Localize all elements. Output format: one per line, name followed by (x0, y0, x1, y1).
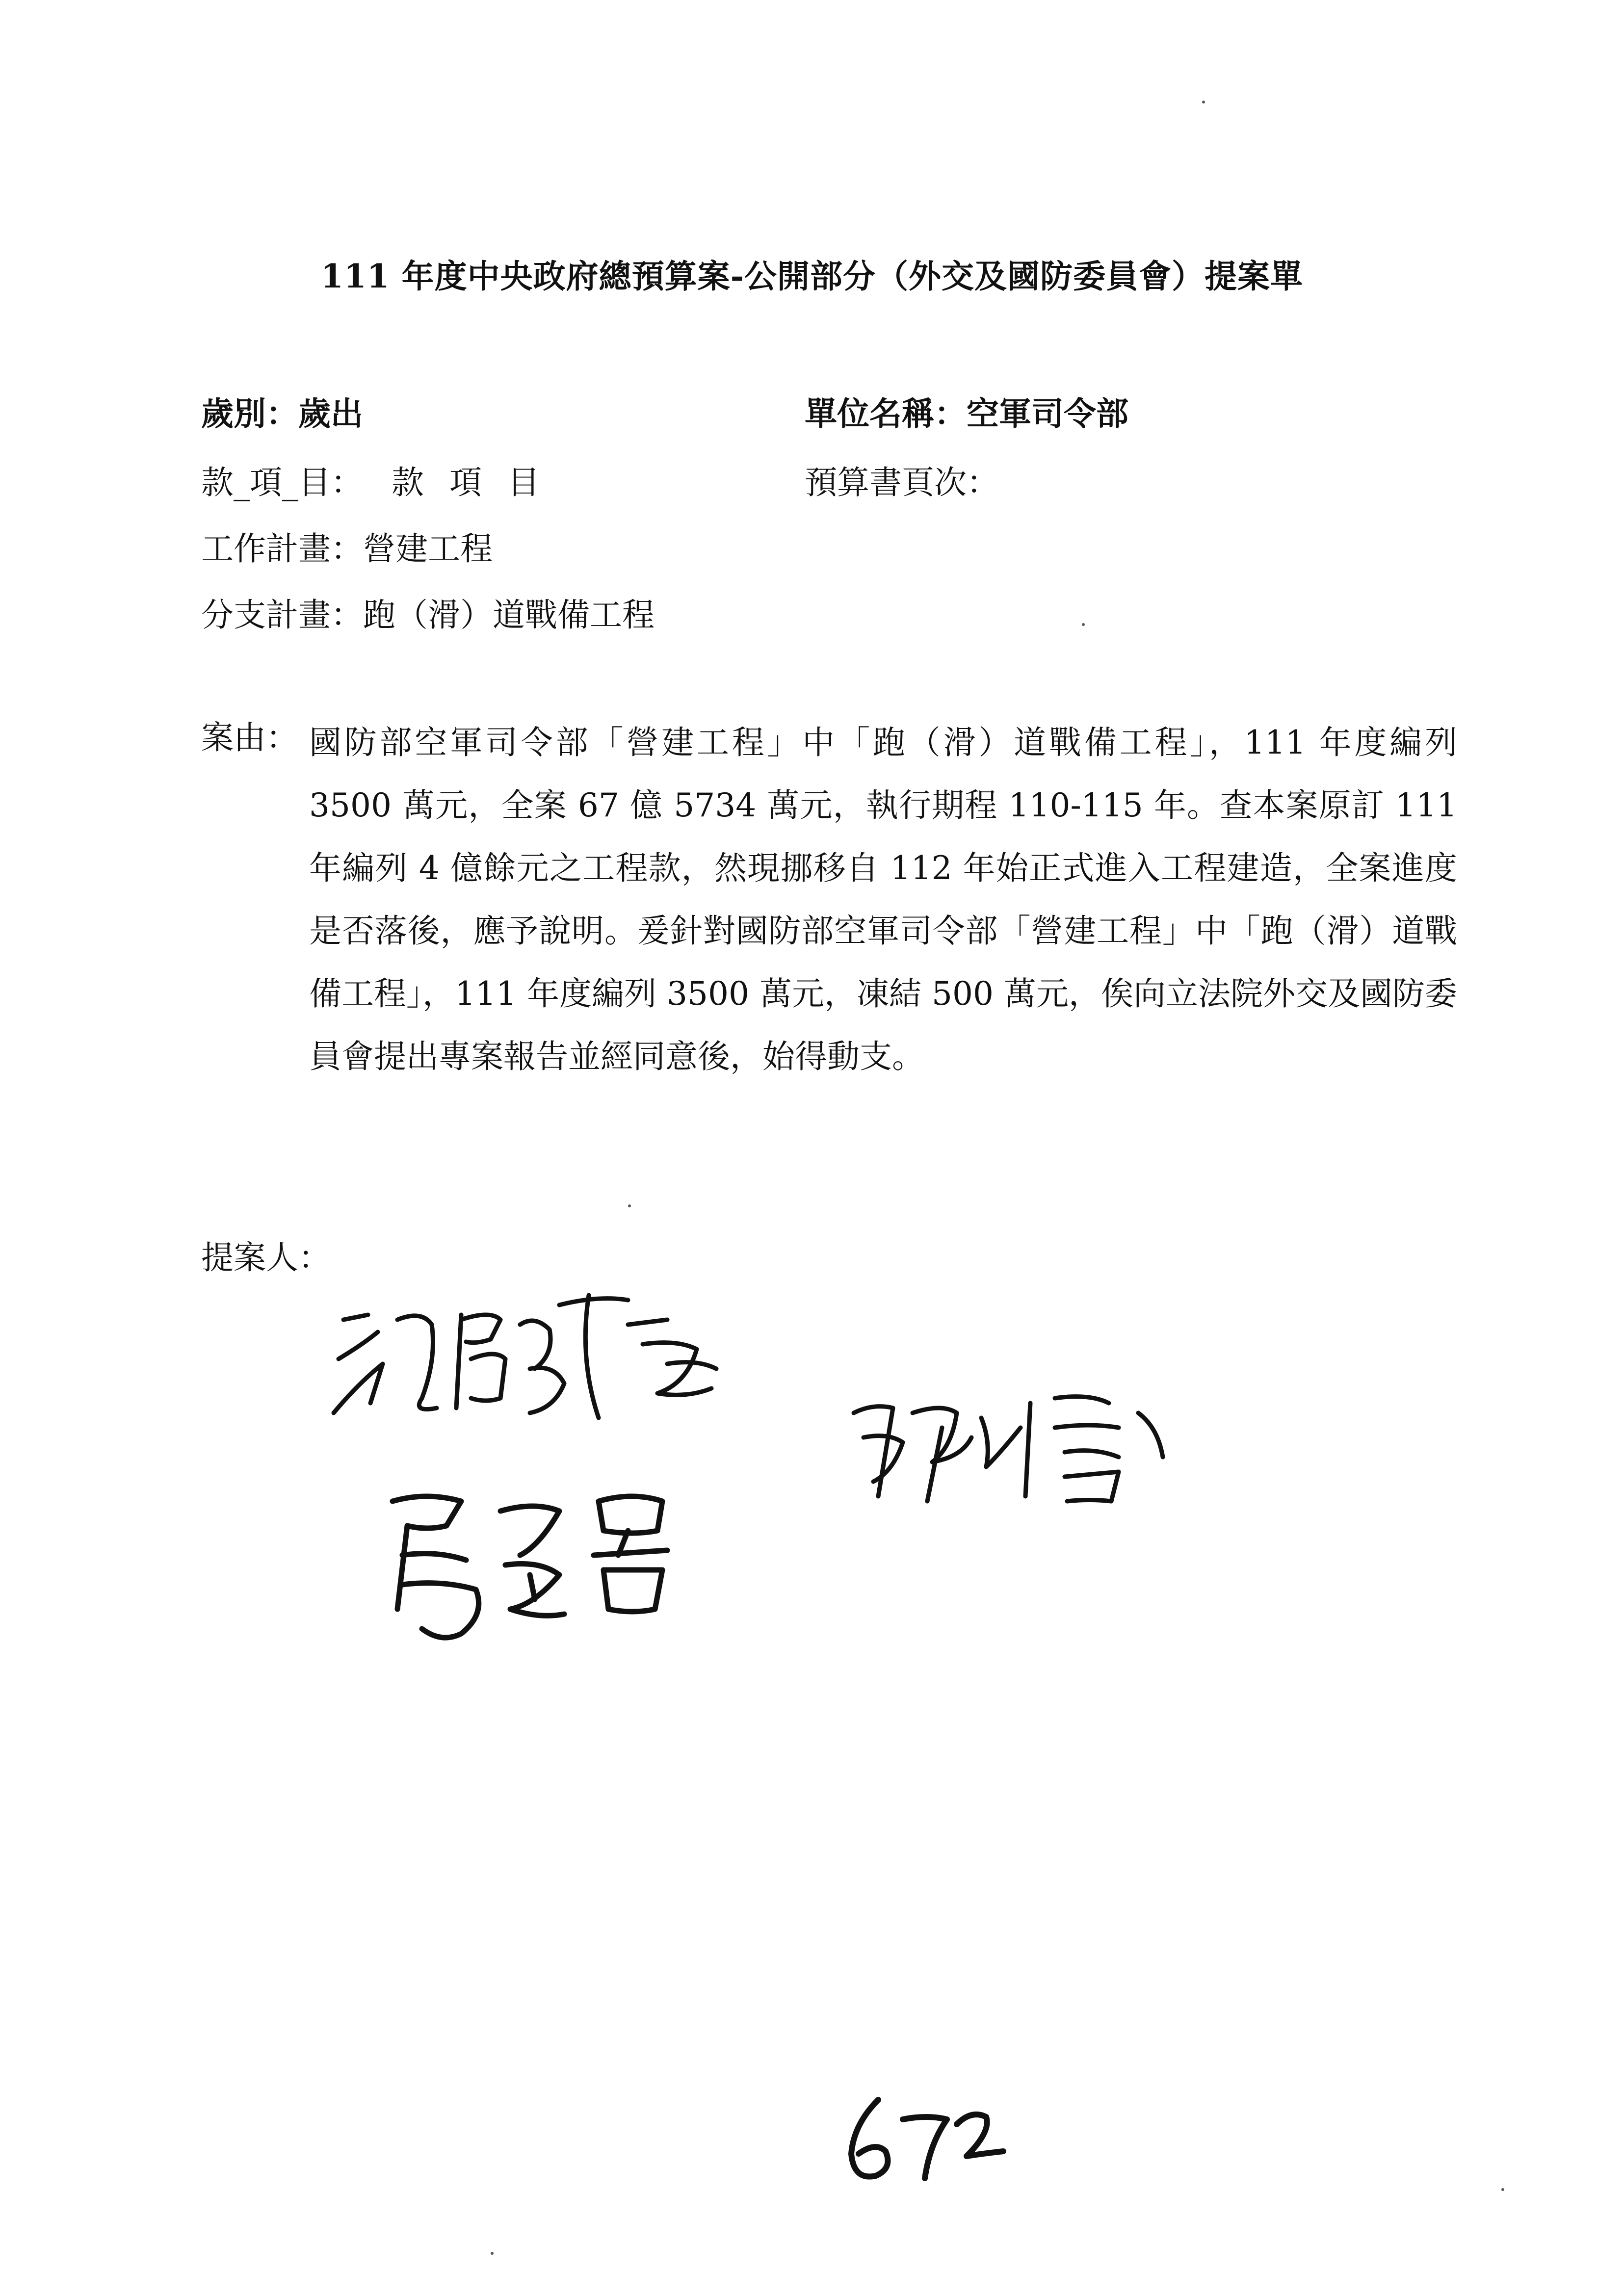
item-kuan: 款 (392, 464, 424, 501)
unit-value: 空軍司令部 (967, 394, 1128, 433)
item-mu: 目 (507, 464, 540, 501)
scan-speck (1202, 101, 1205, 104)
category-label: 歲別： (201, 394, 298, 433)
scan-speck (1501, 2188, 1504, 2191)
item-xiang: 項 (449, 464, 482, 501)
item-label: 款_項_目： (201, 464, 363, 501)
handwritten-page-number (834, 2090, 1021, 2188)
work-plan-label: 工作計畫： (201, 530, 363, 568)
category-field (201, 388, 363, 434)
signature-2 (844, 1383, 1197, 1511)
unit-field (805, 388, 1128, 434)
sub-plan-value: 跑（滑）道戰備工程 (363, 596, 655, 634)
proposer-label: 提案人： (201, 1239, 331, 1277)
sub-plan-label: 分支計畫： (201, 596, 363, 634)
scan-speck (628, 1204, 631, 1207)
work-plan-value: 營建工程 (363, 530, 493, 568)
case-label: 案由： (201, 719, 298, 757)
document-title: 111 年度中央政府總預算案-公開部分（外交及國防委員會）提案單 (320, 257, 1304, 295)
scan-speck (491, 2252, 494, 2255)
work-plan-field (201, 522, 493, 569)
signature-3 (373, 1472, 707, 1648)
category-value: 歲出 (298, 394, 363, 433)
budget-page-label: 預算書頁次： (805, 464, 999, 501)
scan-speck (1082, 623, 1085, 626)
case-description: 國防部空軍司令部「營建工程」中「跑（滑）道戰備工程」，111 年度編列 3500 萬元，全案 67 億 5734 萬元，執行期程 110-115 年。查本案原訂 111 年編列 4 億餘元之工程款，然現挪移自 112 年始正式進入工程建造，全案進度是否落後，應予說明。爰針對國防部空軍司令部「營建工程」中「跑（滑）道戰備工程」，111 年度編列 3500 萬元，凍結 500 萬元，俟向立法院外交及國防委員會提出專案報告並經同意後，始得動支。 (309, 724, 1457, 1075)
budget-page-field (805, 456, 999, 503)
item-field (201, 456, 540, 503)
signature-1 (324, 1285, 805, 1442)
unit-label: 單位名稱： (805, 394, 967, 433)
sub-plan-field (201, 589, 655, 635)
